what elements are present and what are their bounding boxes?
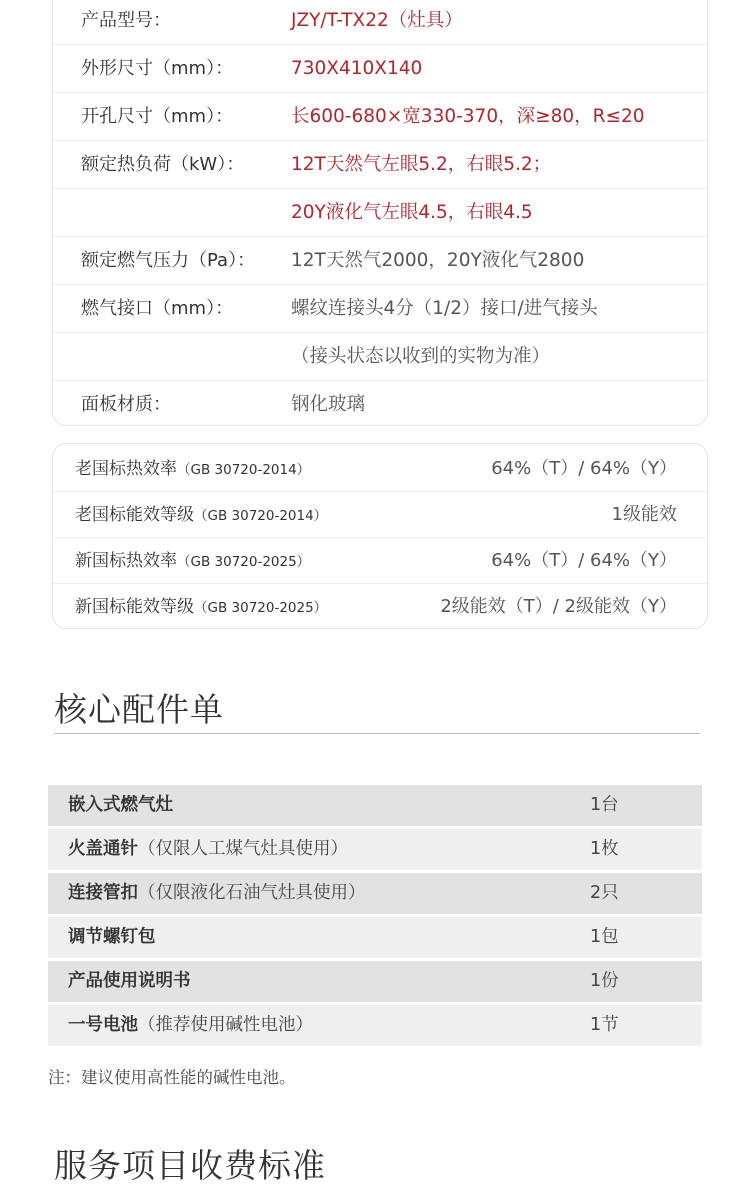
- accessory-name-text: 火盖通针: [68, 839, 138, 859]
- accessory-row: [48, 1005, 702, 1046]
- accessory-name-text: 嵌入式燃气灶: [68, 795, 173, 815]
- accessory-name-text: 产品使用说明书: [68, 971, 191, 991]
- accessory-name-text: 连接管扣: [68, 883, 138, 903]
- spec-row-interface-note: [53, 333, 707, 381]
- efficiency-row: [53, 584, 707, 630]
- accessory-name: [68, 873, 366, 914]
- spec-label: 产品型号：: [81, 10, 171, 31]
- accessory-row: [48, 917, 702, 958]
- accessory-name: [68, 1005, 313, 1046]
- spec-label: 面板材质：: [81, 394, 171, 415]
- spec-value: 12T天然气2000，20Y液化气2800: [291, 250, 585, 271]
- efficiency-value: 2级能效（T）/ 2级能效（Y）: [440, 596, 677, 617]
- accessory-row: [48, 873, 702, 914]
- accessory-note: （仅限液化石油气灶具使用）: [138, 883, 366, 903]
- spec-row-model: [53, 0, 707, 45]
- spec-value: 730X410X140: [291, 58, 423, 79]
- spec-row-heat-load: [53, 141, 707, 189]
- spec-row-panel-material: [53, 381, 707, 429]
- accessory-note: （推荐使用碱性电池）: [138, 1015, 313, 1035]
- spec-label: 额定燃气压力（Pa）：: [81, 250, 256, 271]
- accessory-name: [68, 785, 173, 826]
- efficiency-row: [53, 492, 707, 538]
- spec-label: 外形尺寸（mm）：: [81, 58, 234, 79]
- accessory-qty: 1节: [590, 1015, 619, 1035]
- accessories-title: 核心配件单: [54, 690, 224, 729]
- accessory-row: [48, 785, 702, 826]
- spec-row-gas-interface: [53, 285, 707, 333]
- spec-label: 额定热负荷（kW）：: [81, 154, 245, 175]
- efficiency-label-text: 老国标能效等级: [75, 505, 194, 525]
- efficiency-label: [75, 538, 310, 585]
- efficiency-standard: （GB 30720-2025）: [194, 600, 328, 616]
- accessory-qty: 1台: [590, 795, 619, 815]
- accessory-qty: 2只: [590, 883, 619, 903]
- spec-row-gas-pressure: [53, 237, 707, 285]
- spec-card: [52, 0, 708, 426]
- accessory-name: [68, 917, 156, 958]
- accessory-qty: 1枚: [590, 839, 619, 859]
- accessory-name: [68, 961, 191, 1002]
- efficiency-label-text: 老国标热效率: [75, 459, 177, 479]
- accessory-name-text: 一号电池: [68, 1015, 138, 1035]
- efficiency-card: [52, 443, 708, 629]
- battery-footnote: 注：建议使用高性能的碱性电池。: [48, 1068, 296, 1087]
- spec-value: 长600-680×宽330-370，深≥80，R≤20: [291, 106, 645, 127]
- efficiency-standard: （GB 30720-2014）: [194, 508, 328, 524]
- accessory-name-text: 调节螺钉包: [68, 927, 156, 947]
- efficiency-value: 1级能效: [611, 504, 677, 525]
- spec-value: 钢化玻璃: [291, 394, 366, 415]
- accessory-qty: 1份: [590, 971, 619, 991]
- title-divider: [54, 733, 700, 734]
- efficiency-row: [53, 538, 707, 584]
- efficiency-value: 64%（T）/ 64%（Y）: [491, 550, 677, 571]
- spec-value: 螺纹连接头4分（1/2）接口/进气接头: [291, 298, 598, 319]
- efficiency-label: [75, 584, 327, 631]
- accessory-name: [68, 829, 348, 870]
- spec-row-dimensions: [53, 45, 707, 93]
- efficiency-label: [75, 446, 310, 493]
- efficiency-value: 64%（T）/ 64%（Y）: [491, 458, 677, 479]
- efficiency-label-text: 新国标热效率: [75, 551, 177, 571]
- spec-label: 燃气接口（mm）：: [81, 298, 234, 319]
- efficiency-standard: （GB 30720-2025）: [177, 554, 311, 570]
- service-fees-title: 服务项目收费标准: [54, 1146, 326, 1185]
- accessory-row: [48, 961, 702, 1002]
- spec-value: （接头状态以收到的实物为准）: [291, 346, 551, 367]
- spec-row-cutout: [53, 93, 707, 141]
- spec-row-heat-load-lpg: [53, 189, 707, 237]
- efficiency-label: [75, 492, 327, 539]
- spec-value: 20Y液化气左眼4.5，右眼4.5: [291, 202, 533, 223]
- efficiency-label-text: 新国标能效等级: [75, 597, 194, 617]
- accessory-qty: 1包: [590, 927, 619, 947]
- efficiency-row: [53, 446, 707, 492]
- accessory-note: （仅限人工煤气灶具使用）: [138, 839, 348, 859]
- accessory-row: [48, 829, 702, 870]
- spec-value: 12T天然气左眼5.2，右眼5.2；: [291, 154, 552, 175]
- efficiency-standard: （GB 30720-2014）: [177, 462, 311, 478]
- spec-label: 开孔尺寸（mm）：: [81, 106, 234, 127]
- spec-value: JZY/T-TX22（灶具）: [291, 10, 463, 31]
